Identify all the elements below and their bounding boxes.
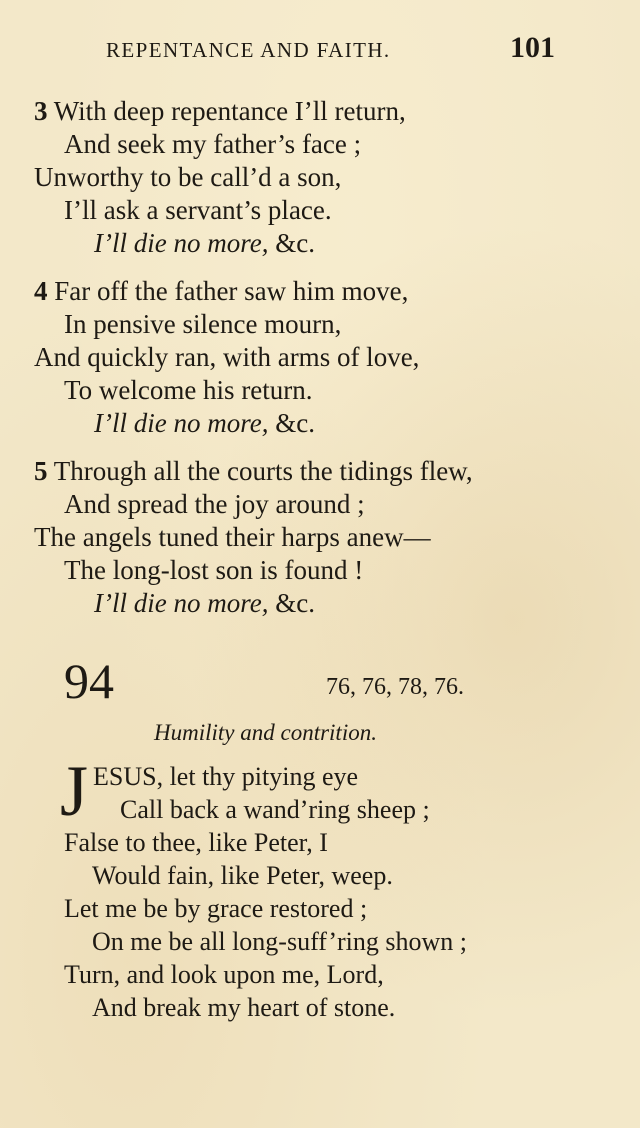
hymn-line-4: Would fain, like Peter, weep. <box>92 861 393 890</box>
stanza-4-line-2: In pensive silence mourn, <box>64 309 342 339</box>
stanza-5-line-2: And spread the joy around ; <box>64 489 365 519</box>
hymn-line-1: ESUS, let thy pitying eye <box>93 762 359 791</box>
drop-cap: J <box>60 751 89 831</box>
stanza-5-line-1 <box>34 458 473 485</box>
verse-number: 4 <box>34 276 48 306</box>
hymn-line-5: Let me be by grace restored ; <box>64 894 368 923</box>
stanza-3-line-3: Unworthy to be call’d a son, <box>34 162 342 192</box>
hymn-line-8: And break my heart of stone. <box>92 993 396 1022</box>
stanza-3-line-4: I’ll ask a servant’s place. <box>64 195 332 225</box>
hymn-number: 94 <box>64 653 114 709</box>
refrain-tail: &c. <box>275 588 315 618</box>
refrain-tail: &c. <box>275 228 315 258</box>
refrain-text: I’ll die no more, <box>94 408 269 438</box>
stanza-5-line-3: The angels tuned their harps anew— <box>34 522 431 552</box>
refrain-tail: &c. <box>275 408 315 438</box>
stanza-4-line-4: To welcome his return. <box>64 375 313 405</box>
hymn-title: Humility and contrition. <box>154 720 377 745</box>
stanza-line-text: With deep repentance I’ll return, <box>53 96 406 126</box>
stanza-3-refrain <box>94 230 315 257</box>
refrain-text: I’ll die no more, <box>94 228 269 258</box>
stanza-4-line-1 <box>34 278 408 305</box>
stanza-5-refrain <box>94 590 315 617</box>
verse-number: 3 <box>34 96 48 126</box>
running-title: REPENTANCE AND FAITH. <box>106 38 391 62</box>
stanza-line-text: Far off the father saw him move, <box>54 276 409 306</box>
hymn-meter: 76, 76, 78, 76. <box>326 674 464 700</box>
hymn-line-7: Turn, and look upon me, Lord, <box>64 960 384 989</box>
stanza-3-line-1 <box>34 98 406 125</box>
hymn-line-6: On me be all long-suff’ring shown ; <box>92 927 468 956</box>
hymn-line-3: False to thee, like Peter, I <box>64 828 328 857</box>
page-number: 101 <box>510 31 555 64</box>
refrain-text: I’ll die no more, <box>94 588 269 618</box>
stanza-4-refrain <box>94 410 315 437</box>
stanza-3-line-2: And seek my father’s face ; <box>64 129 362 159</box>
stanza-5-line-4: The long-lost son is found ! <box>64 555 364 585</box>
stanza-4-line-3: And quickly ran, with arms of love, <box>34 342 420 372</box>
stanza-line-text: Through all the courts the tidings flew, <box>53 456 473 486</box>
verse-number: 5 <box>34 456 48 486</box>
hymn-line-2: Call back a wand’ring sheep ; <box>120 795 430 824</box>
